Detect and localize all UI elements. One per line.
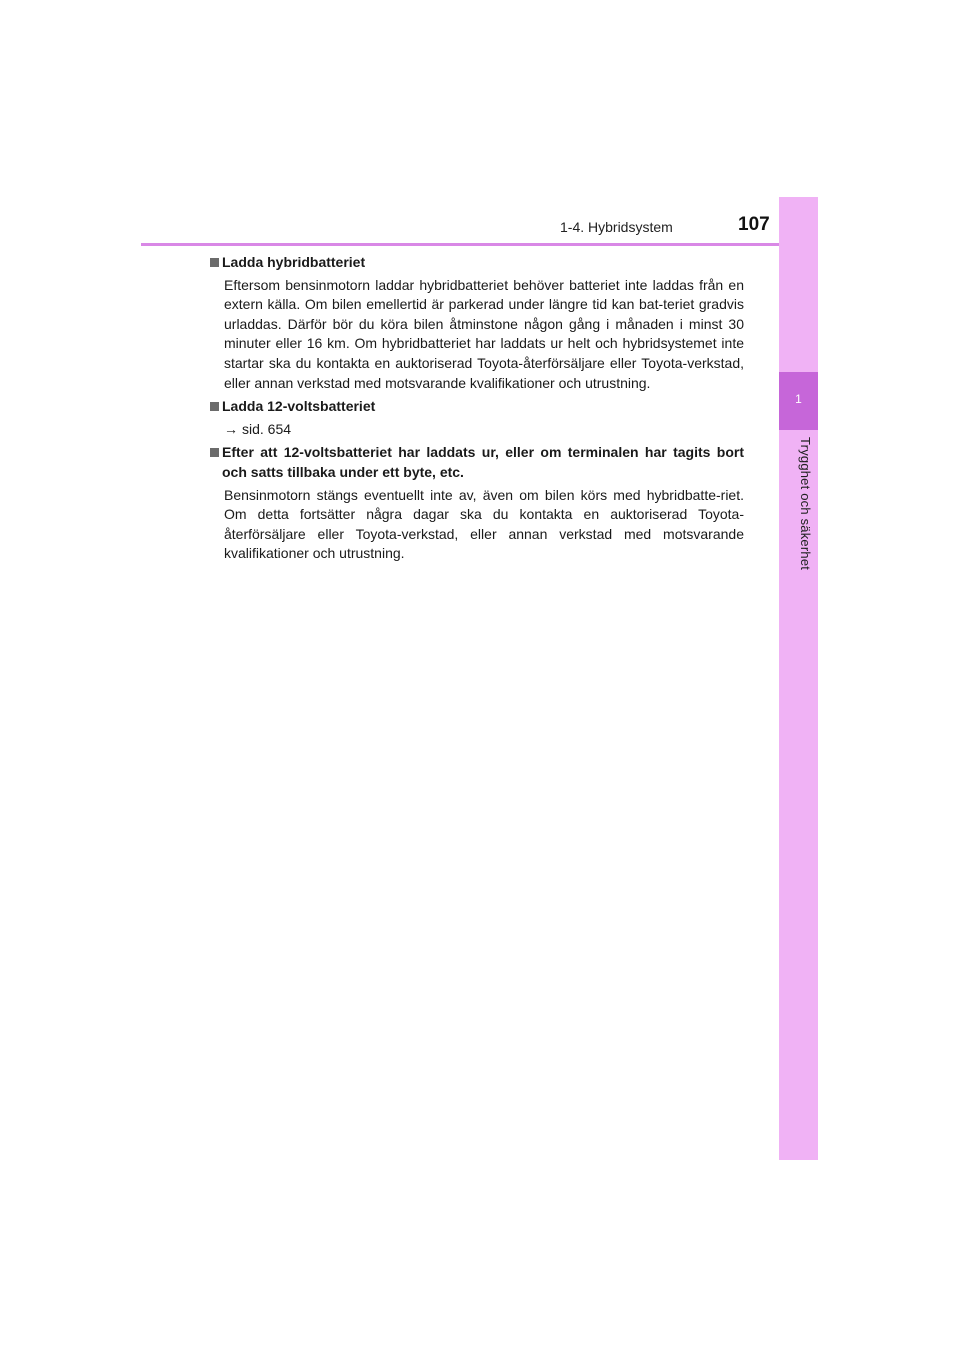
section-body: Bensinmotorn stängs eventuellt inte av, även om bilen körs med hybridbatte-riet. Om detta fortsätter några dagar ska du kontakta en auktoriserad Toyota-återförsäljare eller Toyota-verkstad, eller annan verkstad med motsvarande kvalifikationer och utrustning. [224, 486, 744, 562]
chapter-side-tab [779, 197, 818, 1160]
square-bullet-icon [210, 253, 222, 273]
chapter-title: Trygghet och säkerhet [798, 437, 813, 571]
section-charging-hybrid-battery [210, 253, 744, 393]
chapter-number: 1 [795, 392, 802, 406]
section-heading [210, 443, 744, 482]
section-charging-12v-battery [210, 397, 744, 439]
square-bullet-icon [210, 397, 222, 417]
header-divider [141, 243, 818, 246]
section-heading-text: Ladda 12-voltsbatteriet [222, 398, 376, 415]
square-bullet-icon [210, 443, 222, 482]
section-heading [210, 253, 744, 273]
page-reference [224, 420, 744, 440]
page-reference-link[interactable]: sid. 654 [242, 420, 292, 437]
page-content [210, 253, 744, 568]
section-body: Eftersom bensinmotorn laddar hybridbatteriet behöver batteriet inte laddas från en extern källa. Om bilen emellertid är parkerad under längre tid kan bat-teriet gradvis urladdas. Därför bör du köra bilen åtminstone någon gång i månaden i minst 30 minuter eller 16 km. Om hybridbatteriet har laddats ur helt och hybridsystemet inte startar ska du kontakta en auktoriserad Toyota-återförsäljare eller Toyota-verkstad, eller annan verkstad med motsvarande kvalifikationer och utrustning. [224, 276, 744, 391]
section-heading-text: Ladda hybridbatteriet [222, 254, 366, 270]
page-number: 107 [738, 214, 770, 235]
section-after-battery-discharge [210, 443, 744, 564]
section-heading [210, 397, 744, 417]
section-heading-text: Efter att 12-voltsbatteriet har laddats ur, eller om terminalen har tagits bort och satts tillbaka under ett byte, etc. [222, 444, 744, 480]
arrow-right-icon: → [224, 420, 238, 437]
section-title: 1-4. Hybridsystem [560, 219, 673, 235]
